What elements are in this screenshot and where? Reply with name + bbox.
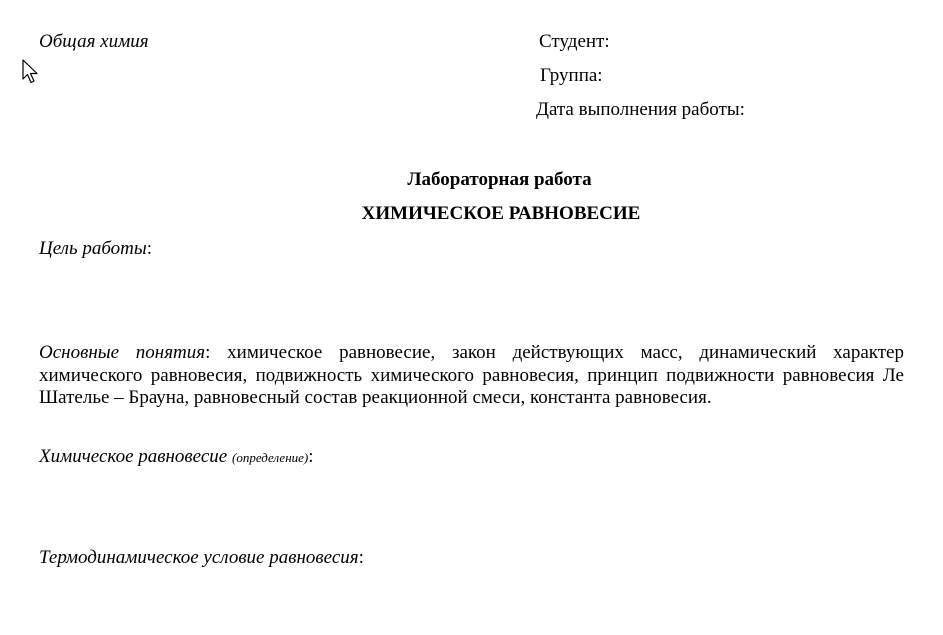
equilibrium-label: Химическое равновесие bbox=[39, 446, 228, 467]
student-label: Студент: bbox=[539, 31, 610, 52]
concepts-paragraph bbox=[39, 342, 904, 410]
thermo-label: Термодинамическое условие равновесия bbox=[39, 547, 359, 568]
group-label: Группа: bbox=[540, 65, 603, 86]
date-label: Дата выполнения работы: bbox=[536, 99, 745, 120]
concepts-label: Основные понятия bbox=[39, 342, 206, 363]
goal-heading bbox=[39, 238, 152, 260]
goal-colon: : bbox=[146, 238, 153, 259]
concepts-text: : химическое равновесие, закон действующих масс, динамический характер химического равновесия, подвижность химического равновесия, принцип подвижности равновесия Ле Шателье – Брауна, равновесный состав реакционной смеси, константа равновесия. bbox=[39, 342, 904, 408]
lab-subtitle: Лабораторная работа bbox=[407, 169, 592, 190]
thermo-heading bbox=[39, 547, 364, 569]
lab-title: ХИМИЧЕСКОЕ РАВНОВЕСИЕ bbox=[361, 203, 641, 224]
equilibrium-note: (определение) bbox=[231, 450, 309, 465]
equilibrium-colon: : bbox=[308, 446, 314, 467]
goal-label: Цель работы bbox=[39, 238, 147, 259]
mouse-pointer-icon bbox=[22, 59, 40, 85]
course-name: Общая химия bbox=[39, 31, 149, 52]
thermo-colon: : bbox=[358, 547, 364, 568]
equilibrium-heading bbox=[39, 446, 314, 469]
